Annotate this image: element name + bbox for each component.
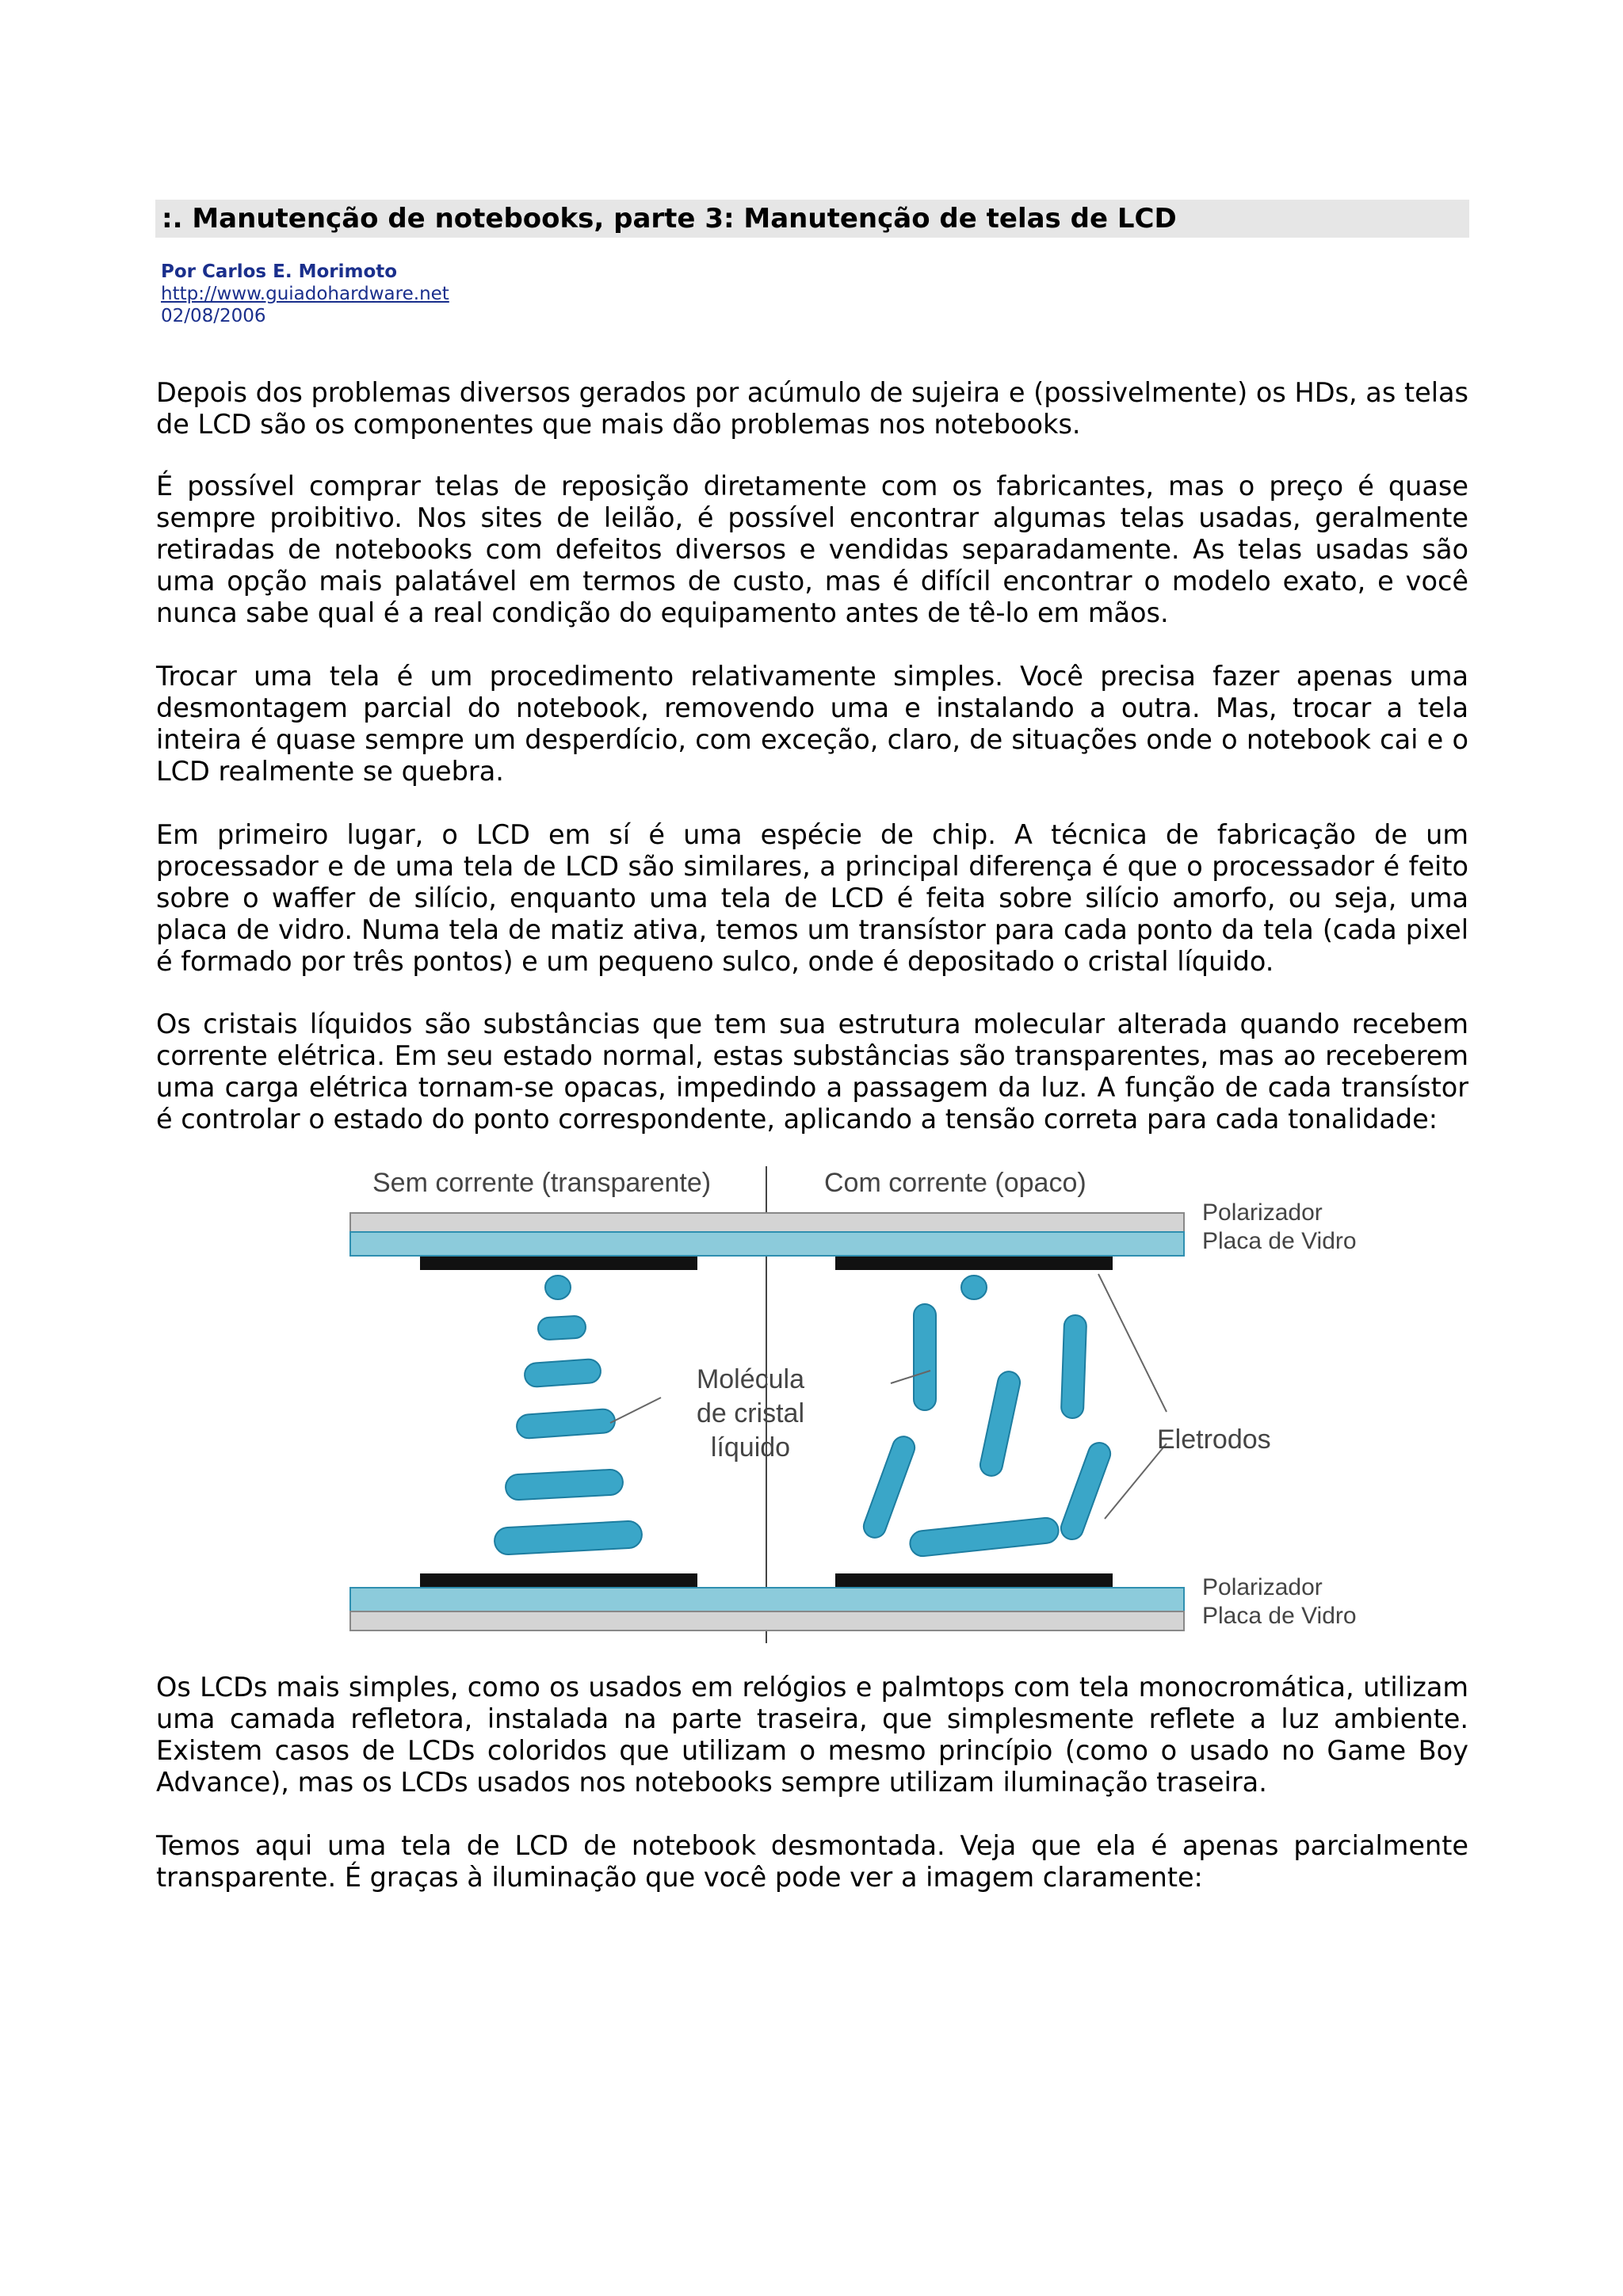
paragraph-5: Os cristais líquidos são substâncias que tem sua estrutura molecular alterada quando recebem corrente elétrica. Em seu estado normal, estas substâncias são transparentes, mas ao receberem uma carga elétrica tornam-se opacas, impedindo a passagem da luz. A função de cada transístor é controlar o estado do ponto correspondente, aplicando a tensão correta para cada tonalidade: — [156, 1009, 1468, 1135]
bottom-electrode-right — [835, 1573, 1113, 1588]
molecule — [978, 1370, 1022, 1478]
molecule — [861, 1433, 918, 1540]
molecule — [1061, 1315, 1087, 1419]
article-meta — [161, 261, 449, 327]
top-glass-plate — [350, 1232, 1184, 1256]
top-electrode-right — [835, 1257, 1113, 1270]
top-polarizer-label: Polarizador — [1202, 1199, 1323, 1226]
label-no-current: Sem corrente (transparente) — [372, 1168, 712, 1198]
label-with-current: Com corrente (opaco) — [824, 1168, 1086, 1198]
molecule — [494, 1520, 643, 1555]
bottom-glass-label: Placa de Vidro — [1202, 1603, 1357, 1629]
molecule — [545, 1276, 571, 1299]
molecules-with-current — [861, 1276, 1113, 1558]
site-link[interactable]: http://www.guiadohardware.net — [161, 284, 449, 304]
molecule-label-line-1: Molécula — [696, 1364, 805, 1394]
top-electrode-left — [420, 1257, 697, 1270]
article-title: :. Manutenção de notebooks, parte 3: Manutenção de telas de LCD — [155, 200, 1469, 238]
molecule — [1058, 1440, 1113, 1543]
lcd-molecule-diagram — [342, 1158, 1388, 1646]
bottom-polarizer — [350, 1611, 1184, 1630]
bottom-glass-plate — [350, 1588, 1184, 1611]
molecules-no-current — [494, 1276, 643, 1555]
paragraph-4: Em primeiro lugar, o LCD em sí é uma espécie de chip. A técnica de fabricação de um processador e de uma tela de LCD são similares, a principal diferença é que o processador é feito sobre o waffer de silício, enquanto uma tela de LCD é feita sobre silício amorfo, ou seja, uma placa de vidro. Numa tela de matiz ativa, temos um transístor para cada ponto da tela (cada pixel é formado por três pontos) e um pequeno sulco, onde é depositado o cristal líquido. — [156, 819, 1468, 977]
molecule — [516, 1409, 616, 1440]
paragraph-7: Temos aqui uma tela de LCD de notebook desmontada. Veja que ela é apenas parcialmente transparente. É graças à iluminação que você pode ver a imagem claramente: — [156, 1830, 1468, 1893]
molecule-label-line-2: de cristal — [696, 1398, 805, 1428]
publish-date: 02/08/2006 — [161, 306, 266, 326]
paragraph-2: É possível comprar telas de reposição diretamente com os fabricantes, mas o preço é quase sempre proibitivo. Nos sites de leilão, é possível encontrar algumas telas usadas, geralmente retiradas de notebooks com defeitos diversos e vendidas separadamente. As telas usadas são uma opção mais palatável em termos de custo, mas é difícil encontrar o modelo exato, e você nunca sabe qual é a real condição do equipamento antes de tê-lo em mãos. — [156, 471, 1468, 628]
molecule — [961, 1276, 987, 1299]
top-glass-label: Placa de Vidro — [1202, 1228, 1357, 1254]
molecule — [537, 1315, 586, 1340]
molecule — [524, 1359, 601, 1388]
paragraph-6: Os LCDs mais simples, como os usados em relógios e palmtops com tela monocromática, utilizam uma camada refletora, instalada na parte traseira, que simplesmente reflete a luz ambiente. Existem casos de LCDs coloridos que utilizam o mesmo princípio (como o usado no Game Boy Advance), mas os LCDs usados nos notebooks sempre utilizam iluminação traseira. — [156, 1672, 1468, 1798]
electrodes-label: Eletrodos — [1157, 1425, 1271, 1455]
molecule — [914, 1304, 936, 1410]
bottom-electrode-left — [420, 1573, 697, 1588]
bottom-polarizer-label: Polarizador — [1202, 1574, 1323, 1600]
author-name: Por Carlos E. Morimoto — [161, 261, 398, 282]
molecule — [505, 1469, 623, 1501]
top-polarizer — [350, 1213, 1184, 1232]
molecule-label-line-3: líquido — [710, 1432, 791, 1463]
paragraph-1: Depois dos problemas diversos gerados por acúmulo de sujeira e (possivelmente) os HDs, as telas de LCD são os componentes que mais dão problemas nos notebooks. — [156, 377, 1468, 440]
molecule — [909, 1516, 1060, 1557]
paragraph-3: Trocar uma tela é um procedimento relativamente simples. Você precisa fazer apenas uma desmontagem parcial do notebook, removendo uma e instalando a outra. Mas, trocar a tela inteira é quase sempre um desperdício, com exceção, claro, de situações onde o notebook cai e o LCD realmente se quebra. — [156, 661, 1468, 787]
